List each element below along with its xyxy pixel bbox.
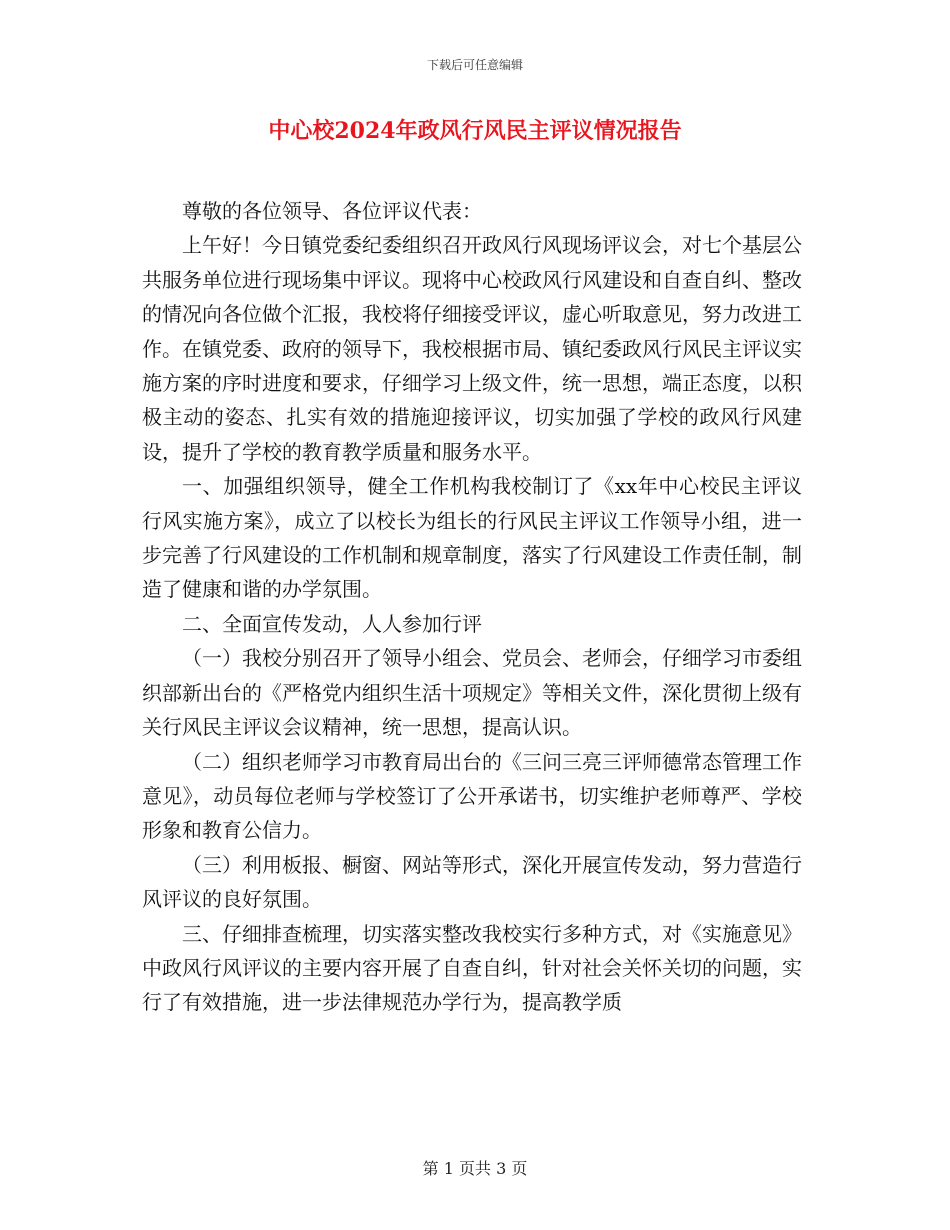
- page-number-footer: 第 1 页共 3 页: [422, 1159, 528, 1178]
- intro-paragraph: 上午好！今日镇党委纪委组织召开政风行风现场评议会，对七个基层公共服务单位进行现场集中评议。现将中心校政风行风建设和自查自纠、整改的情况向各位做个汇报，我校将仔细接受评议，虚心听取意见，努力改进工作。在镇党委、政府的领导下，我校根据市局、镇纪委政风行风民主评议实施方案的序时进度和要求，仔细学习上级文件，统一思想，端正态度，以积极主动的姿态、扎实有效的措施迎接评议，切实加强了学校的政风行风建设，提升了学校的教育教学质量和服务水平。: [142, 233, 802, 464]
- section-one-paragraph: 一、加强组织领导，健全工作机构我校制订了《xx年中心校民主评议行风实施方案》，成立了以校长为组长的行风民主评议工作领导小组，进一步完善了行风建设的工作机制和规章制度，落实了行风建设工作责任制，制造了健康和谐的办学氛围。: [142, 474, 802, 602]
- section-two-heading: 二、全面宣传发动，人人参加行评: [182, 611, 482, 636]
- document-body: [142, 194, 802, 1020]
- section-two-item-1: （一）我校分别召开了领导小组会、党员会、老师会，仔细学习市委组织部新出台的《严格党内组织生活十项规定》等相关文件，深化贯彻上级有关行风民主评议会议精神，统一思想，提高认识。: [142, 646, 802, 740]
- section-three-paragraph: 三、仔细排查梳理，切实落实整改我校实行多种方式，对《实施意见》中政风行风评议的主要内容开展了自查自纠，针对社会关怀关切的问题，实行了有效措施，进一步法律规范办学行为，提高教学质: [142, 921, 802, 1015]
- section-two-item-3: （三）利用板报、橱窗、网站等形式，深化开展宣传发动，努力营造行风评议的良好氛围。: [142, 852, 802, 912]
- section-two-item-2: （二）组织老师学习市教育局出台的《三问三亮三评师德常态管理工作意见》，动员每位老师与学校签订了公开承诺书，切实维护老师尊严、学校形象和教育公信力。: [142, 749, 802, 843]
- salutation-paragraph: 尊敬的各位领导、各位评议代表：: [182, 199, 482, 223]
- document-title: 中心校2024年政风行风民主评议情况报告: [268, 118, 682, 144]
- header-note: 下载后可任意编辑: [426, 58, 523, 72]
